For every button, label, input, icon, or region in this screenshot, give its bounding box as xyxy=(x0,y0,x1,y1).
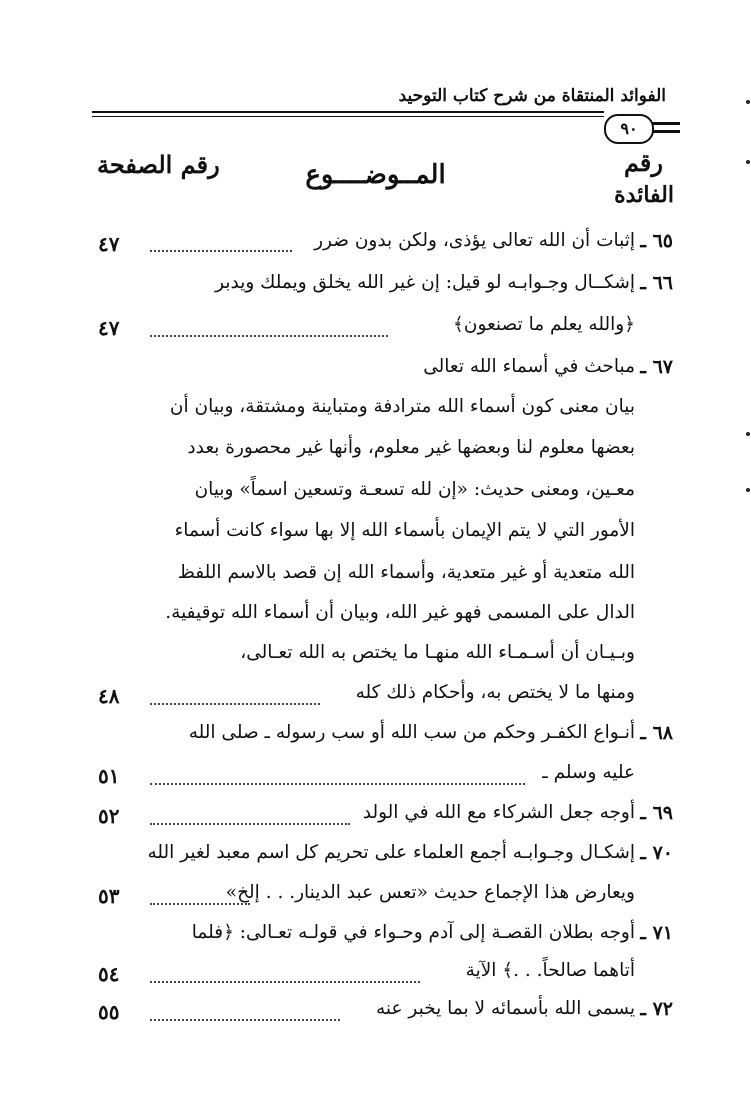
column-header-number: رقم xyxy=(623,148,663,177)
entry-line: مباحث في أسماء الله تعالى xyxy=(423,356,635,377)
entry-number: ٦٦ ـ xyxy=(640,272,673,294)
leader-dots xyxy=(150,981,420,983)
page-number-ornament xyxy=(652,130,680,133)
entry-page: ٥٤ xyxy=(98,962,120,986)
entry-line: يسمى الله بأسمائه لا بما يخبر عنه xyxy=(375,998,635,1019)
entry-line: ويعارض هذا الإجماع حديث «تعس عبد الدينار. . . إلخ» xyxy=(225,882,635,903)
leader-dots xyxy=(150,823,350,825)
scan-speck xyxy=(746,488,750,492)
scan-speck xyxy=(746,100,750,104)
entry-line: معـين، ومعنى حديث: «إن لله تسعـة وتسعين اسماً» وبيان xyxy=(194,479,635,500)
column-header-benefit: الفائدة xyxy=(614,182,674,208)
entry-number: ٦٧ ـ xyxy=(640,356,673,378)
entry-line: الأمور التي لا يتم الإيمان بأسماء الله إلا بها سواء كانت أسماء xyxy=(174,520,635,541)
leader-dots xyxy=(150,250,292,252)
entry-line: ﴿والله يعلم ما تصنعون﴾ xyxy=(453,314,635,335)
entry-page: ٥٥ xyxy=(98,1000,120,1024)
entry-line: إشكـال وجـوابـه أجمع العلماء على تحريم كل اسم معبد لغير الله xyxy=(147,842,635,863)
entry-page: ٤٨ xyxy=(98,684,120,708)
page-number-ornament xyxy=(652,122,680,125)
scan-speck xyxy=(746,432,750,436)
entry-line: أوجه جعل الشركاء مع الله في الولد xyxy=(362,802,635,823)
scan-speck xyxy=(746,160,750,164)
entry-line: الله متعدية أو غير متعدية، وأسماء الله إن قصد بالاسم اللفظ xyxy=(177,562,635,583)
entry-page: ٥١ xyxy=(98,764,120,788)
entry-line: أتاهما صالحاً. . .﴾ الآية xyxy=(465,960,635,981)
entry-number: ٦٩ ـ xyxy=(640,802,673,824)
entry-number: ٧٢ ـ xyxy=(640,998,673,1020)
entry-line: أوجه بطلان القصـة إلى آدم وحـواء في قولـه تعـالى: ﴿فلما xyxy=(191,922,635,943)
entry-number: ٦٥ ـ xyxy=(640,230,673,252)
leader-dots xyxy=(150,703,320,705)
entry-number: ٧٠ ـ xyxy=(640,842,673,864)
entry-page: ٤٧ xyxy=(98,316,120,340)
entry-number: ٧١ ـ xyxy=(640,922,673,944)
entry-number: ٦٨ ـ xyxy=(640,722,673,744)
entry-page: ٤٧ xyxy=(98,232,120,256)
page-number: ٩٠ xyxy=(604,114,654,144)
entry-line: إشكــال وجـوابـه لو قيل: إن غير الله يخلق ويملك ويدبر xyxy=(215,272,635,293)
entry-line: وبـيـان أن أسـمـاء الله منهـا ما يختص به الله تعـالى، xyxy=(240,642,635,663)
leader-dots xyxy=(150,903,250,905)
entry-line: أنـواع الكفـر وحكم من سب الله أو سب رسوله ـ صلى الله xyxy=(188,722,635,743)
header-rule-thin xyxy=(92,116,604,117)
leader-dots xyxy=(150,335,388,337)
entry-page: ٥٢ xyxy=(98,804,120,828)
entry-line: الدال على المسمى فهو غير الله، وبيان أن أسماء الله توقيفية. xyxy=(165,602,635,623)
entry-line: بيان معنى كون أسماء الله مترادفة ومتباينة ومشتقة، وبيان أن xyxy=(169,396,635,417)
entry-line: إثبات أن الله تعالى يؤذى، ولكن بدون ضرر xyxy=(314,230,635,251)
entry-line: ومنها ما لا يختص به، وأحكام ذلك كله xyxy=(355,682,635,703)
entry-line: عليه وسلم ـ xyxy=(542,762,635,783)
header-rule xyxy=(92,111,604,113)
running-header: الفوائد المنتقاة من شرح كتاب التوحيد xyxy=(398,86,666,106)
leader-dots xyxy=(150,783,525,785)
entry-page: ٥٣ xyxy=(98,884,120,908)
column-header-topic: المــوضــــوع xyxy=(305,160,446,190)
column-header-page: رقم الصفحة xyxy=(97,150,220,179)
entry-line: بعضها معلوم لنا وبعضها غير معلوم، وأنها غير محصورة بعدد xyxy=(187,437,635,458)
leader-dots xyxy=(150,1019,340,1021)
